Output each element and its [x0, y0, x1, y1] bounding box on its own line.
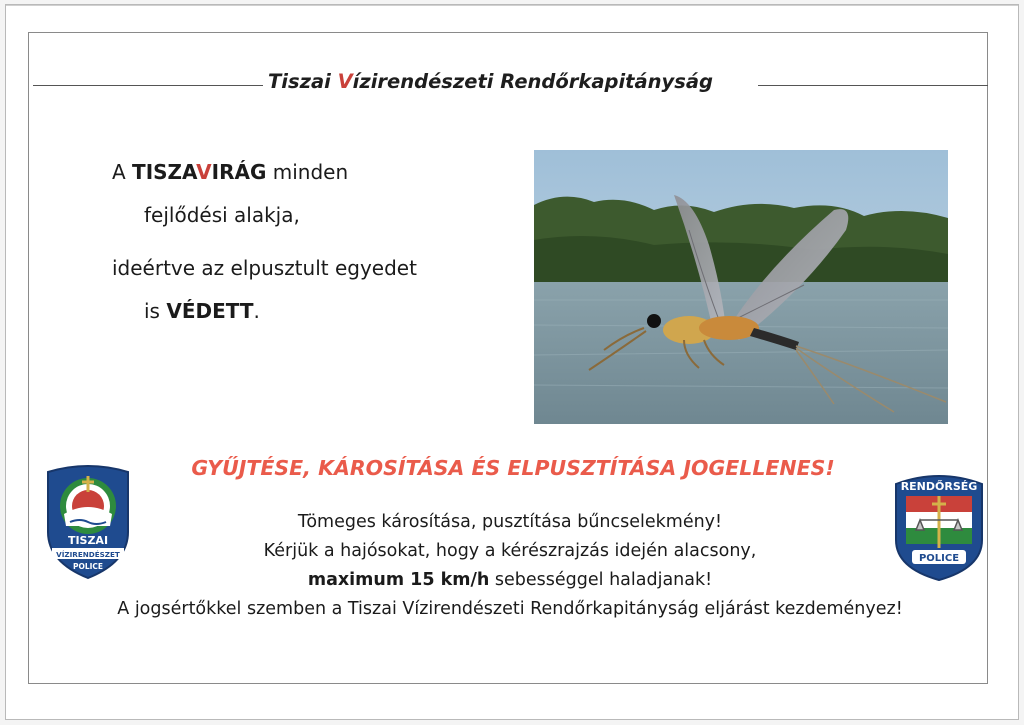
warning-text: GYŰJTÉSE, KÁROSÍTÁSA ÉS ELPUSZTÍTÁSA JOGELLENES! — [191, 456, 835, 480]
body-line-1: Tömeges károsítása, pusztítása bűncselekmény! — [297, 512, 723, 532]
tiszavirag-word: TISZAVIRÁG — [132, 160, 267, 184]
svg-text:VÍZIRENDÉSZET: VÍZIRENDÉSZET — [56, 550, 120, 559]
speed-limit: maximum 15 km/h — [307, 570, 490, 590]
statement-line-3: ideértve az elpusztult egyedet — [112, 256, 417, 280]
body-line-2: Kérjük a hajósokat, hogy a kérészrajzás idején alacsony, — [263, 541, 757, 561]
water-police-badge — [44, 462, 132, 580]
mayfly-image — [534, 150, 948, 424]
svg-text:POLICE: POLICE — [918, 553, 960, 564]
statement-line-1: A TISZAVIRÁG minden — [112, 160, 349, 184]
header-title: Tiszai Vízirendészeti Rendőrkapitányság — [268, 70, 713, 93]
svg-text:TISZAI: TISZAI — [67, 534, 109, 547]
body-line-4: A jogsértőkkel szemben a Tiszai Vízirendészeti Rendőrkapitányság eljárást kezdeményez! — [117, 599, 903, 619]
header-rule-right — [758, 85, 988, 86]
svg-text:RENDŐRSÉG: RENDŐRSÉG — [900, 480, 978, 493]
statement-line-2: fejlődési alakja, — [144, 203, 300, 227]
mayfly-photo — [534, 150, 948, 424]
body-line-3: maximum 15 km/h sebességgel haladjanak! — [307, 570, 713, 590]
protected-word: VÉDETT — [166, 299, 254, 323]
police-badge-icon — [890, 470, 988, 582]
water-police-badge-icon — [44, 462, 132, 580]
statement-line-4: is VÉDETT. — [144, 299, 260, 323]
svg-text:POLICE: POLICE — [72, 562, 104, 571]
header-rule-left — [33, 85, 263, 86]
scan-top-line — [6, 5, 1018, 6]
header-title-v: V — [337, 70, 353, 93]
police-badge — [890, 470, 988, 582]
